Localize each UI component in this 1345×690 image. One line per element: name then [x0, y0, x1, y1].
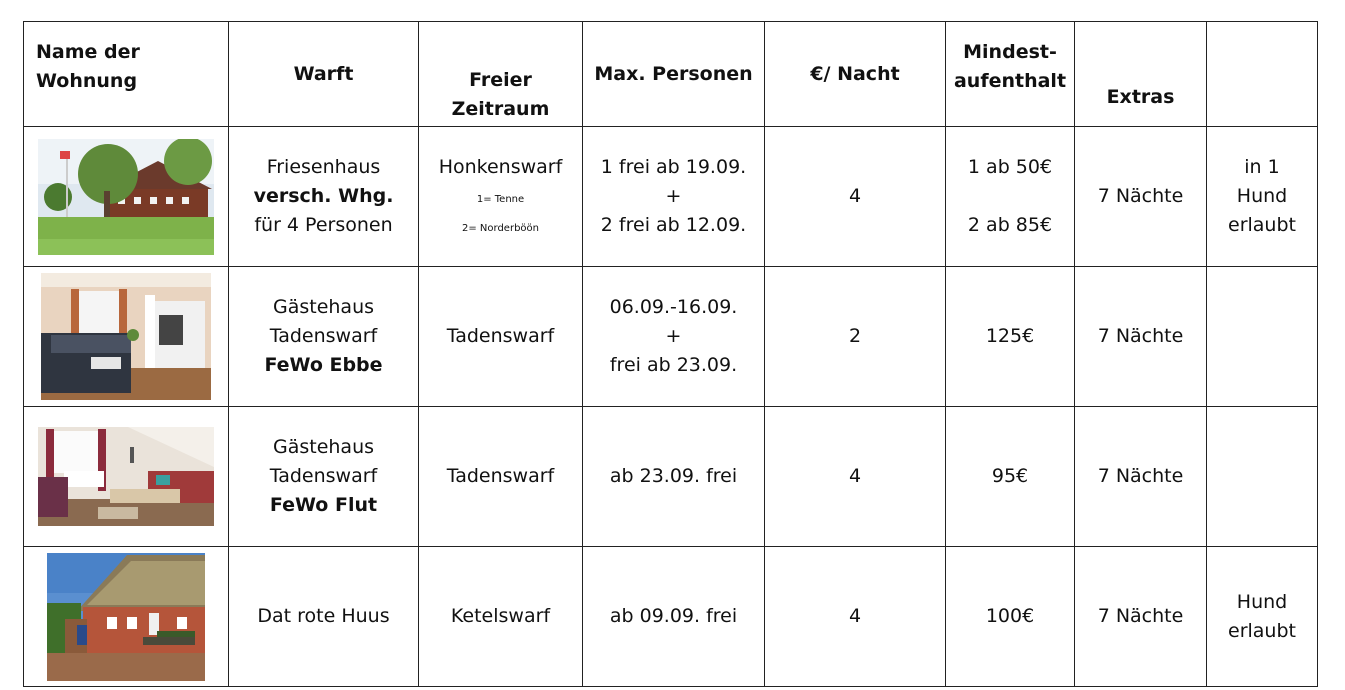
extras-cell — [1207, 267, 1318, 407]
table-row — [24, 267, 1318, 407]
apartment-name-cell: Gästehaus Tadenswarf FeWo Flut — [229, 407, 419, 547]
mindest-cell: 7 Nächte — [1075, 407, 1207, 547]
header-warft: Warft — [229, 22, 419, 127]
apartment-name-cell: Gästehaus Tadenswarf FeWo Ebbe — [229, 267, 419, 407]
attic-living-room-photo — [38, 427, 214, 526]
mindest-cell: 7 Nächte — [1075, 127, 1207, 267]
apartment-name-cell: Friesenhaus versch. Whg. für 4 Personen — [229, 127, 419, 267]
header-max-personen: Max. Personen — [583, 22, 765, 127]
header-empty — [1207, 22, 1318, 127]
table-row — [24, 127, 1318, 267]
extras-cell — [1207, 407, 1318, 547]
photo-cell — [24, 407, 229, 547]
apartment-name-cell: Dat rote Huus — [229, 547, 419, 687]
farmhouse-garden-photo — [38, 139, 214, 255]
price-cell: 1 ab 50€ 2 ab 85€ — [946, 127, 1075, 267]
warft-cell: Tadenswarf — [419, 267, 583, 407]
warft-cell: Honkenswarf 1= Tenne 2= Norderböön — [419, 127, 583, 267]
price-cell: 125€ — [946, 267, 1075, 407]
header-price: €/ Nacht — [765, 22, 946, 127]
zeitraum-cell: ab 09.09. frei — [583, 547, 765, 687]
personen-cell: 2 — [765, 267, 946, 407]
header-mindestaufenthalt: Mindest- aufenthalt — [946, 22, 1075, 127]
living-room-photo — [41, 273, 211, 400]
header-extras: Extras — [1075, 22, 1207, 127]
table-row — [24, 407, 1318, 547]
header-zeitraum: Freier Zeitraum — [419, 22, 583, 127]
extras-cell: in 1 Hund erlaubt — [1207, 127, 1318, 267]
price-cell: 95€ — [946, 407, 1075, 547]
mindest-cell: 7 Nächte — [1075, 547, 1207, 687]
personen-cell: 4 — [765, 547, 946, 687]
thatched-red-house-photo — [47, 553, 205, 681]
header-name: Name der Wohnung — [24, 22, 229, 127]
apartment-availability-table — [23, 21, 1318, 687]
warft-cell: Tadenswarf — [419, 407, 583, 547]
zeitraum-cell: ab 23.09. frei — [583, 407, 765, 547]
zeitraum-cell: 1 frei ab 19.09. + 2 frei ab 12.09. — [583, 127, 765, 267]
header-row — [24, 22, 1318, 127]
table-row — [24, 547, 1318, 687]
warft-cell: Ketelswarf — [419, 547, 583, 687]
mindest-cell: 7 Nächte — [1075, 267, 1207, 407]
price-cell: 100€ — [946, 547, 1075, 687]
photo-cell — [24, 547, 229, 687]
personen-cell: 4 — [765, 127, 946, 267]
photo-cell — [24, 127, 229, 267]
extras-cell: Hund erlaubt — [1207, 547, 1318, 687]
photo-cell — [24, 267, 229, 407]
personen-cell: 4 — [765, 407, 946, 547]
zeitraum-cell: 06.09.-16.09. + frei ab 23.09. — [583, 267, 765, 407]
